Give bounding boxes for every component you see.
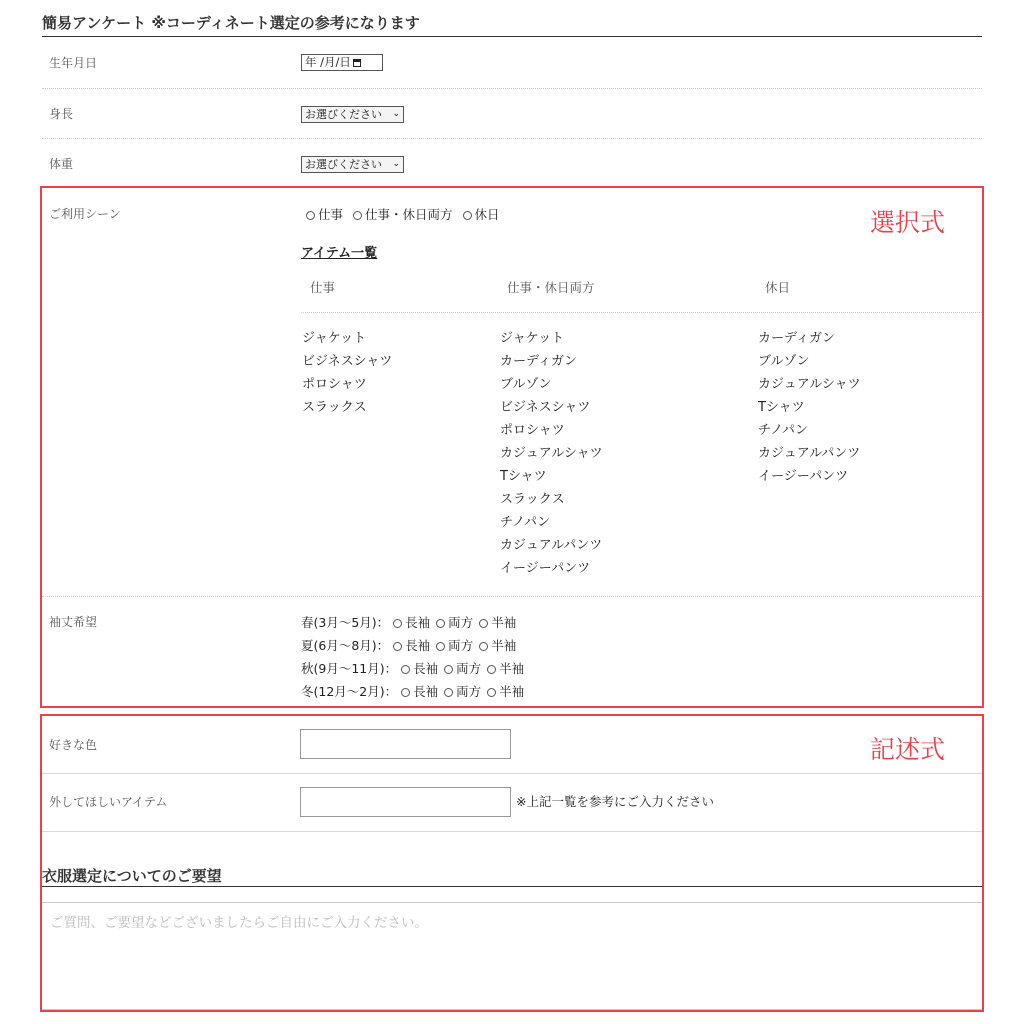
sleeve-row-summer — [301, 634, 530, 657]
request-divider — [42, 886, 982, 887]
radio-icon[interactable] — [401, 665, 410, 674]
request-title: 衣服選定についてのご要望 — [42, 867, 222, 885]
sleeve-option[interactable] — [401, 684, 438, 699]
option-label: 半袖 — [491, 615, 517, 630]
height-select-value: お選びください — [305, 108, 382, 121]
scene-option-label: 仕事 — [318, 207, 344, 222]
sleeve-row-winter — [301, 680, 530, 703]
list-item: カーディガン — [758, 331, 835, 346]
sleeve-row-spring — [301, 611, 530, 634]
sleeve-option[interactable] — [487, 684, 524, 699]
radio-icon[interactable] — [306, 211, 315, 220]
option-label: 長袖 — [405, 638, 431, 653]
birthdate-input[interactable] — [301, 54, 383, 71]
sleeve-options — [301, 611, 530, 703]
height-label: 身長 — [49, 107, 74, 121]
chevron-down-icon: ⌄ — [392, 109, 400, 119]
sleeve-option[interactable] — [479, 638, 516, 653]
scene-radio-group — [306, 205, 506, 223]
scene-option-both[interactable] — [353, 207, 453, 222]
sleeve-option[interactable] — [444, 684, 481, 699]
list-item: ポロシャツ — [500, 423, 565, 438]
scene-label: ご利用シーン — [49, 207, 121, 221]
list-item: ビジネスシャツ — [500, 400, 591, 415]
radio-icon[interactable] — [393, 619, 402, 628]
item-column-holiday — [758, 327, 861, 488]
weight-select[interactable] — [301, 156, 404, 173]
birthdate-label: 生年月日 — [49, 56, 98, 70]
radio-icon[interactable] — [487, 688, 496, 697]
list-item: カーディガン — [500, 354, 577, 369]
item-column-both — [500, 327, 603, 580]
selection-type-label: 選択式 — [870, 208, 946, 237]
season-label: 夏(6月～8月)： — [301, 638, 390, 653]
option-label: 半袖 — [491, 638, 517, 653]
radio-icon[interactable] — [401, 688, 410, 697]
sleeve-label: 袖丈希望 — [49, 615, 98, 629]
radio-icon[interactable] — [479, 642, 488, 651]
list-item: イージーパンツ — [758, 469, 849, 484]
item-column-header-both: 仕事・休日両方 — [507, 280, 595, 295]
list-item: イージーパンツ — [500, 561, 591, 576]
row-divider — [42, 596, 982, 597]
list-item: スラックス — [500, 492, 565, 507]
exclude-items-note: ※上記一覧を参考にご入力ください — [516, 794, 714, 809]
option-label: 両方 — [448, 638, 474, 653]
free-text-type-label: 記述式 — [870, 735, 946, 764]
weight-label: 体重 — [49, 157, 74, 171]
favorite-color-label: 好きな色 — [49, 738, 98, 752]
list-item: カジュアルシャツ — [758, 377, 861, 392]
option-label: 長袖 — [413, 661, 439, 676]
radio-icon[interactable] — [463, 211, 472, 220]
list-item: カジュアルパンツ — [758, 446, 861, 461]
item-list-heading: アイテム一覧 — [301, 246, 378, 261]
sleeve-option[interactable] — [436, 638, 473, 653]
season-label: 冬(12月～2月)： — [301, 684, 398, 699]
sleeve-option[interactable] — [479, 615, 516, 630]
list-item: Tシャツ — [500, 469, 547, 484]
list-item: カジュアルシャツ — [500, 446, 603, 461]
sleeve-option[interactable] — [393, 615, 430, 630]
radio-icon[interactable] — [487, 665, 496, 674]
request-textarea[interactable] — [42, 902, 982, 1010]
option-label: 両方 — [456, 661, 482, 676]
scene-option-work[interactable] — [306, 207, 343, 222]
sleeve-option[interactable] — [436, 615, 473, 630]
exclude-items-label: 外してほしいアイテム — [49, 795, 168, 809]
sleeve-option[interactable] — [444, 661, 481, 676]
row-divider — [42, 88, 982, 89]
item-column-header-holiday: 休日 — [765, 280, 791, 295]
radio-icon[interactable] — [444, 665, 453, 674]
scene-option-label: 仕事・休日両方 — [365, 207, 453, 222]
row-divider — [42, 138, 982, 139]
list-item: ポロシャツ — [302, 377, 367, 392]
list-item: ブルゾン — [500, 377, 552, 392]
radio-icon[interactable] — [393, 642, 402, 651]
favorite-color-input[interactable] — [300, 729, 511, 759]
list-item: ブルゾン — [758, 354, 810, 369]
chevron-down-icon: ⌄ — [392, 159, 400, 169]
list-item: ジャケット — [500, 331, 565, 346]
item-header-divider — [301, 312, 982, 313]
season-label: 秋(9月～11月)： — [301, 661, 398, 676]
scene-option-holiday[interactable] — [463, 207, 500, 222]
weight-select-value: お選びください — [305, 158, 382, 171]
option-label: 両方 — [448, 615, 474, 630]
radio-icon[interactable] — [444, 688, 453, 697]
list-item: ビジネスシャツ — [302, 354, 393, 369]
list-item: カジュアルパンツ — [500, 538, 603, 553]
page-title: 簡易アンケート ※コーディネート選定の参考になります — [42, 14, 420, 32]
option-label: 半袖 — [499, 661, 525, 676]
sleeve-row-autumn — [301, 657, 530, 680]
request-placeholder: ご質問、ご要望などございましたらご自由にご入力ください。 — [50, 915, 428, 931]
option-label: 両方 — [456, 684, 482, 699]
row-divider — [42, 831, 982, 832]
radio-icon[interactable] — [479, 619, 488, 628]
radio-icon[interactable] — [436, 619, 445, 628]
option-label: 半袖 — [499, 684, 525, 699]
sleeve-option[interactable] — [487, 661, 524, 676]
height-select[interactable] — [301, 106, 404, 123]
list-item: Tシャツ — [758, 400, 805, 415]
option-label: 長袖 — [405, 615, 431, 630]
list-item: チノパン — [500, 515, 551, 530]
list-item: ジャケット — [302, 331, 367, 346]
radio-icon[interactable] — [436, 642, 445, 651]
item-column-header-work: 仕事 — [310, 280, 336, 295]
birthdate-value: 年 /月/日 — [305, 55, 351, 69]
scene-option-label: 休日 — [474, 207, 500, 222]
list-item: スラックス — [302, 400, 367, 415]
exclude-items-input[interactable] — [300, 787, 511, 817]
sleeve-option[interactable] — [401, 661, 438, 676]
option-label: 長袖 — [413, 684, 439, 699]
sleeve-option[interactable] — [393, 638, 430, 653]
row-divider — [42, 773, 982, 774]
title-divider — [42, 36, 982, 37]
calendar-icon[interactable] — [353, 59, 361, 67]
radio-icon[interactable] — [353, 211, 362, 220]
list-item: チノパン — [758, 423, 809, 438]
season-label: 春(3月～5月)： — [301, 615, 390, 630]
item-column-work — [302, 327, 392, 419]
